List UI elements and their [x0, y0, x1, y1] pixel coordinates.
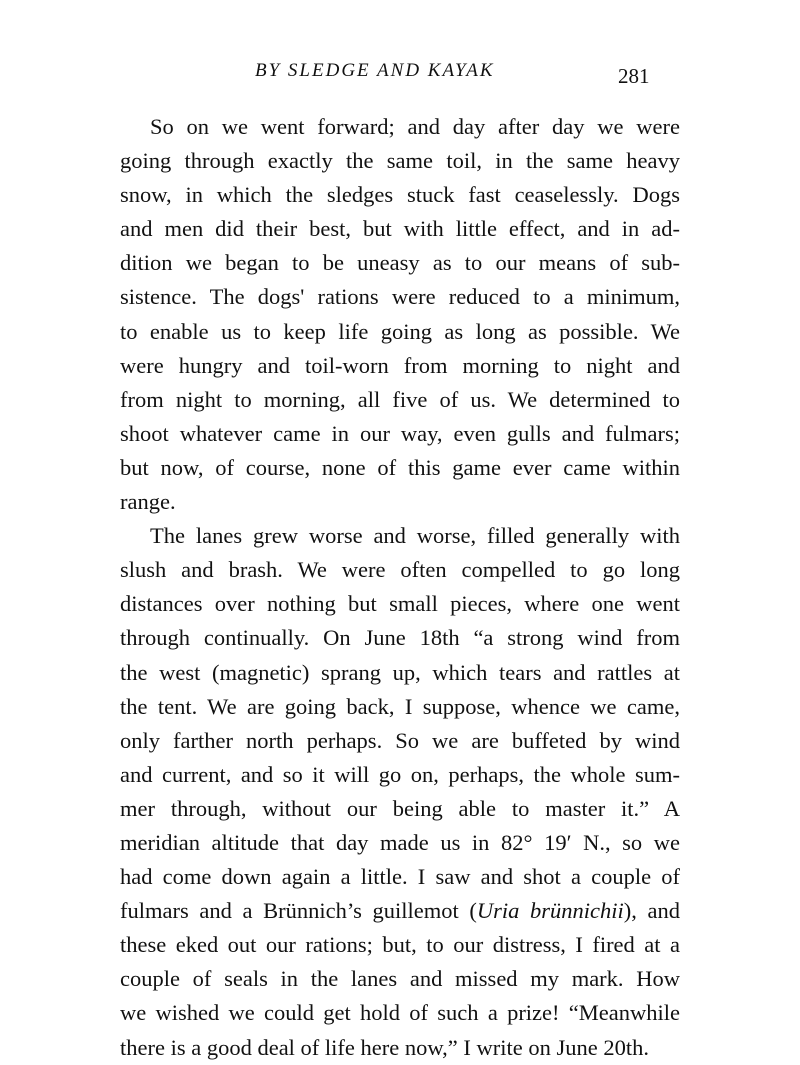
text-line: were hungry and toil-worn from morning to night and	[120, 352, 680, 378]
text-line: we wished we could get hold of such a prize! “Meanwhile	[120, 1000, 680, 1026]
text-line: range.	[120, 489, 176, 515]
species-line-start: fulmars and a Brünnich’s guillemot (	[120, 898, 477, 924]
text-line: going through exactly the same toil, in the same heavy	[120, 148, 680, 174]
text-line: shoot whatever came in our way, even gulls and fulmars;	[120, 420, 680, 446]
body-text	[120, 110, 680, 1065]
text-line: So on we went forward; and day after day we were	[150, 114, 680, 139]
text-line: these eked out our rations; but, to our distress, I fired at a	[120, 932, 680, 958]
text-line: meridian altitude that day made us in 82° 19′ N., so we	[120, 829, 680, 855]
text-line: through continually. On June 18th “a strong wind from	[120, 625, 680, 651]
text-line: only farther north perhaps. So we are buffeted by wind	[120, 727, 680, 753]
text-line: mer through, without our being able to master it.” A	[120, 795, 680, 821]
text-line: and men did their best, but with little effect, and in ad-	[120, 216, 680, 242]
text-line: slush and brash. We were often compelled to go long	[120, 557, 680, 583]
species-name: Uria brünnichii	[476, 898, 624, 924]
paragraph-2	[120, 519, 680, 1065]
paragraph-1	[120, 110, 680, 519]
page-number: 281	[618, 64, 650, 88]
text-line: but now, of course, none of this game ever came within	[120, 454, 680, 480]
text-line: dition we began to be uneasy as to our means of sub-	[120, 250, 680, 276]
text-line-with-species	[120, 894, 680, 928]
text-line: the west (magnetic) sprang up, which tears and rattles at	[120, 659, 680, 685]
running-title: BY SLEDGE AND KAYAK	[255, 60, 495, 81]
text-line: distances over nothing but small pieces, where one went	[120, 591, 680, 617]
text-line: there is a good deal of life here now,” I write on June 20th.	[120, 1034, 649, 1060]
text-line: snow, in which the sledges stuck fast ceaselessly. Dogs	[120, 182, 680, 208]
running-head	[0, 60, 800, 90]
text-line: and current, and so it will go on, perhaps, the whole sum-	[120, 761, 680, 787]
text-line: sistence. The dogs' rations were reduced to a minimum,	[120, 284, 680, 310]
text-line: couple of seals in the lanes and missed my mark. How	[120, 966, 680, 992]
text-line: had come down again a little. I saw and shot a couple of	[120, 864, 680, 890]
text-line: The lanes grew worse and worse, filled generally with	[150, 523, 680, 549]
text-line: to enable us to keep life going as long as possible. We	[120, 318, 680, 344]
species-line-end: ), and	[623, 898, 680, 924]
text-line: from night to morning, all five of us. We determined to	[120, 386, 680, 412]
text-line: the tent. We are going back, I suppose, whence we came,	[120, 693, 680, 719]
